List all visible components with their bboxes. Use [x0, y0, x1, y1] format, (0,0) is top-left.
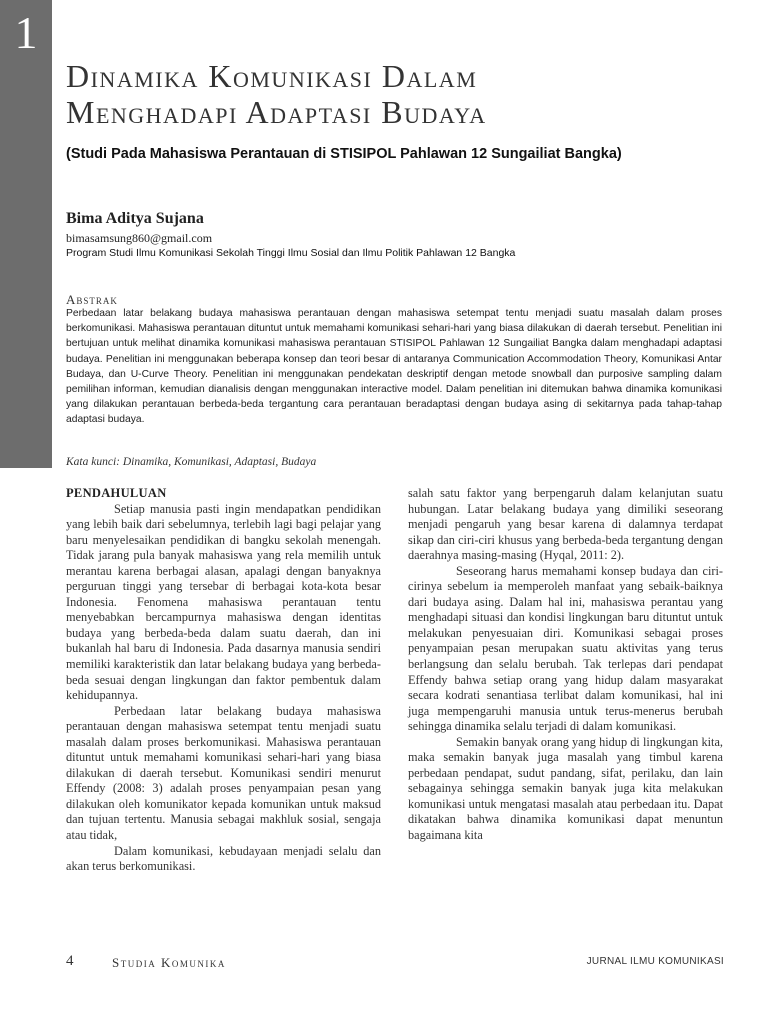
journal-name: Studia Komunika	[112, 955, 226, 970]
page-number: 4	[66, 953, 74, 969]
paragraph: Seseorang harus memahami konsep budaya dan ciri-cirinya sebelum ia memperoleh manfaat yang sebaik-baiknya dari budaya asing. Dalam hal ini, mahasiswa perantau yang menghadapi situasi dan kondisi lingkungan baru dituntut untuk melakukan penyesuaian diri. Komunikasi sebagai proses penyampaian pesan merupakan suatu aktivitas yang terus berlangsung dan selalu berubah. Tak terlepas dari pendapat Effendy bahwa setiap orang yang hidup dalam masyarakat secara kodrati senantiasa terlibat dalam komunikasi, hal ini juga mempengaruhi manusia untuk terus-menerus berubah sehingga dinamika selalu terjadi di dalam komunikasi.	[408, 563, 723, 734]
chapter-number: 1	[14, 7, 38, 58]
title-line-2: Menghadapi Adaptasi Budaya	[66, 94, 487, 130]
author-email: bimasamsung860@gmail.com	[66, 231, 213, 245]
article-title	[66, 58, 756, 130]
keywords: Kata kunci: Dinamika, Komunikasi, Adaptasi, Budaya	[66, 456, 317, 468]
abstract-heading: Abstrak	[66, 292, 118, 307]
author-name: Bima Aditya Sujana	[66, 210, 204, 227]
paragraph: salah satu faktor yang berpengaruh dalam kelanjutan suatu hubungan. Latar belakang budaya yang dimiliki seseorang menjadi pengaruh yang besar karena di dalamnya terdapat sikap dan ciri-ciri khusus yang berbeda-beda tergantung dengan daerahnya masing-masing (Hyqal, 2011: 2).	[408, 486, 723, 563]
paragraph: Semakin banyak orang yang hidup di lingkungan kita, maka semakin banyak juga masalah yang timbul karena perbedaan pendapat, sudut pandang, sifat, perilaku, dan lain sebagainya sehingga semakin banyak juga kita melakukan komunikasi untuk mengatasi masalah atau perbedaan itu. Dapat dikatakan bahwa dinamika komunikasi dapat menuntun bagaimana kita	[408, 734, 723, 843]
body-column-right	[408, 486, 723, 844]
author-affiliation: Program Studi Ilmu Komunikasi Sekolah Tinggi Ilmu Sosial dan Ilmu Politik Pahlawan 12 Bangka	[66, 247, 516, 259]
journal-running-title: JURNAL ILMU KOMUNIKASI	[586, 956, 724, 967]
body-column-left	[66, 486, 381, 875]
paragraph: Perbedaan latar belakang budaya mahasiswa perantauan dengan mahasiswa setempat tentu menjadi suatu masalah dalam proses berkomunikasi. Mahasiswa perantauan dituntut untuk memahami komunikasi sehari-hari yang biasa dilakukan di daerah tersebut. Komunikasi sendiri menurut Effendy (2008: 3) adalah proses penyampaian pesan yang dilakukan oleh komunikator kepada komunikan untuk maksud dan tujuan tertentu. Manusia sebagai makhluk sosial, sengaja atau tidak,	[66, 703, 381, 843]
chapter-bar	[0, 0, 52, 468]
title-line-1: Dinamika Komunikasi Dalam	[66, 58, 478, 94]
article-subtitle: (Studi Pada Mahasiswa Perantauan di STISIPOL Pahlawan 12 Sungailiat Bangka)	[66, 146, 622, 162]
paragraph: Dalam komunikasi, kebudayaan menjadi selalu dan akan terus berkomunikasi.	[66, 843, 381, 874]
abstract-text: Perbedaan latar belakang budaya mahasiswa perantauan dengan mahasiswa setempat tentu menjadi suatu masalah dalam proses berkomunikasi. Mahasiswa perantauan dituntut untuk memahami komunikasi sehari-hari yang biasa dilakukan di daerah tersebut. Penelitian ini bertujuan untuk melihat dinamika komunikasi mahasiswa perantauan STISIPOL Pahlawan 12 Sungailiat Bangka dalam menghadapi adaptasi budaya. Penelitian ini menggunakan beberapa konsep dan teori besar di antaranya Communication Accommodation Theory, Komunikasi Antar Budaya, dan U-Curve Theory. Penelitian ini menggunakan pendekatan deskriptif dengan metode snowball dan purposive sampling dalam pemilihan informan, kemudian dianalisis dengan menggunakan interactive model. Dalam penelitian ini ditemukan bahwa dinamika komunikasi yang dilakukan perantauan berbeda-beda tergantung cara perantauan beradaptasi dengan budaya asing di sekitarnya pada tahap-tahap adaptasi budaya.	[66, 308, 722, 426]
section-heading: PENDAHULUAN	[66, 486, 167, 500]
paragraph: Setiap manusia pasti ingin mendapatkan pendidikan yang lebih baik dari sebelumnya, terlebih lagi bagi pelajar yang baru menyelesaikan pendidikan di bangku sekolah menengah. Tidak jarang pula banyak mahasiswa yang rela memilih untuk merantau karena berbagai alasan, apalagi dengan banyaknya perguruan tinggi yang tersebar di berbagai kota-kota besar Indonesia. Fenomena mahasiswa perantauan tentu menyebabkan bercampurnya mahasiswa dengan identitas budaya yang berbeda-beda dalam suatu daerah, dan ini bukanlah hal baru di Indonesia. Pada dasarnya manusia sendiri memiliki karakteristik dan latar belakang budaya yang berbeda-beda sesuai dengan lingkungan dan faktor pembentuk dalam kehidupannya.	[66, 501, 381, 703]
